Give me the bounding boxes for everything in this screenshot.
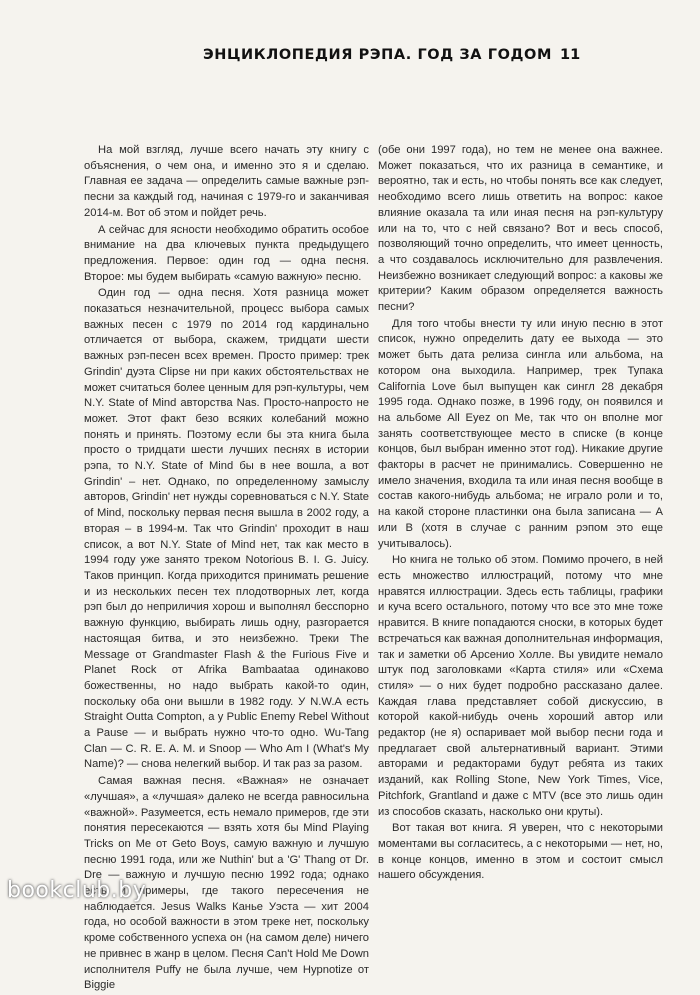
paragraph: Самая важная песня. «Важная» не означает «лучшая», а «лучшая» далеко не всегда равносильна «важной». Разумеется, есть немало примеров, где эти понятия пересекаются — взять хотя бы Mind Playing Tricks on Me от Geto Boys, самую важную и лучшую песню 1991 года, или же Nuthin' but a 'G' Thang от Dr. Dre — важную и лучшую песню 1992 года; однако есть и примеры, где такого пересечения не наблюдается. Jesus Walks Канье Уэста — хит 2004 года, но особой важности в этом треке нет, поскольку кроме собственного успеха он (на самом деле) ничего не привнес в жанр в целом. Песня Can't Hold Me Down исполнителя Puffy не была лучше, чем Hypnotize от Biggie bbox=[84, 775, 369, 992]
watermark: bookclub.by bbox=[7, 878, 147, 903]
left-column bbox=[84, 143, 369, 995]
paragraph: А сейчас для ясности необходимо обратить особое внимание на два ключевых пункта предыдущего предложения. Первое: один год — одна песня. Второе: мы будем выбирать «самую важную» песню. bbox=[84, 223, 369, 283]
paragraph: Для того чтобы внести ту или иную песню в этот список, нужно определить дату ее выхода — это может быть дата релиза сингла или альбома, на котором она выходила. Например, трек Тупака California Love был выпущен как сингл 28 декабря 1995 года. Однако позже, в 1996 году, он появился и на альбоме All Eyez on Me, так что он вполне мог занять соответствующее место в списке (в конце концов, был выбран именно этот год). Никакие другие факторы в расчет не принимались. Совершенно не имело значения, входила та или иная песня вообще в состав какого-нибудь альбома; не играло роли и то, на какой стороне пластинки она была записана — А или В (хотя в случае с ранним рэпом это еще учитывалось). bbox=[378, 317, 663, 550]
paragraph: (обе они 1997 года), но тем не менее она важнее. Может показаться, что их разница в семантике, и вероятно, так и есть, но чтобы понять все как следует, необходимо всего лишь ответить на вопрос: какое влияние оказала та или иная песня на рэп-культуру или на то, что с ней связано? Вот и весь способ, позволяющий точно определить, что имеет ценность, а что создавалось исключительно для развлечения. Неизбежно возникает следующий вопрос: а каковы же критерии? Каким образом определяется важность песни? bbox=[378, 144, 663, 314]
paragraph: Вот такая вот книга. Я уверен, что с некоторыми моментами вы согласитесь, а с некоторыми — нет, но, в конце концов, именно в этом и состоит смысл нашего обсуждения. bbox=[378, 822, 663, 882]
paragraph: Один год — одна песня. Хотя разница может показаться незначительной, процесс выбора самых важных песен с 1979 по 2014 год кардинально отличается от выбора, скажем, тридцати шести важных рэп-песен всех времен. Просто пример: трек Grindin' дуэта Clipse ни при каких обстоятельствах не может считаться более ценным для рэп-культуры, чем N.Y. State of Mind авторства Nas. Просто-напросто не может. Этот факт безо всяких колебаний можно понять и принять. Поэтому если бы эта книга была просто о тридцати шести лучших песнях в истории рэпа, то N.Y. State of Mind бы в нее вошла, а вот Grindin' – нет. Однако, по определенному замыслу авторов, Grindin' нет нужды соревноваться с N.Y. State of Mind, поскольку первая песня вышла в 2002 году, а вторая – в 1994-м. Так что Grindin' проходит в наш список, а вот N.Y. State of Mind нет, так как место в 1994 году уже занято треком Notorious B. I. G. Juicy. Таков принцип. Когда приходится принимать решение и из нескольких песен тех плодотворных лет, когда рэп был до неприличия хорош и выполнял бесспорно важную функцию, выбирать лишь одну, разгорается настоящая битва, и это неизбежно. Треки The Message от Grandmaster Flash & the Furious Five и Planet Rock от Afrika Bambaataa одинаково божественны, но надо выбрать какой-то один, поскольку оба они вышли в 1982 году. У N.W.A есть Straight Outta Compton, а у Public Enemy Rebel Without a Pause — и выбрать нужно что-то одно. Wu-Tang Clan — C. R. E. A. M. и Snoop — Who Am I (What's My Name)? — снова нелегкий выбор. И так раз за разом. bbox=[84, 287, 369, 771]
page-number: 11 bbox=[560, 47, 581, 63]
paragraph: Но книга не только об этом. Помимо прочего, в ней есть множество иллюстраций, потому что мне нравятся иллюстрации. Здесь есть таблицы, графики и куча всего остального, потому что все это мне тоже нравится. В книге попадаются сноски, в которых будет встречаться как важная дополнительная информация, так и заметки об Арсенио Холле. Вы увидите немало штук под заголовками «Карта стиля» или «Схема стиля» — о них будет подробно рассказано далее. Каждая глава представляет собой дискуссию, в которой какой-нибудь очень хороший автор или редактор (не я) оспаривает мой выбор песни года и предлагает свой альтернативный вариант. Этими авторами и редакторами будут ребята из таких изданий, как Rolling Stone, New York Times, Vice, Pitchfork, Grantland и даже с MTV (все это лишь один из способов сказать, насколько они круты). bbox=[378, 554, 663, 818]
running-head: ЭНЦИКЛОПЕДИЯ РЭПА. ГОД ЗА ГОДОМ bbox=[202, 47, 552, 63]
right-column bbox=[378, 143, 663, 885]
paragraph: На мой взгляд, лучше всего начать эту книгу с объяснения, о чем она, и именно это я и сделаю. Главная ее задача — определить самые важные рэп-песни за каждый год, начиная с 1979-го и заканчивая 2014-м. Вот об этом и пойдет речь. bbox=[84, 144, 369, 219]
